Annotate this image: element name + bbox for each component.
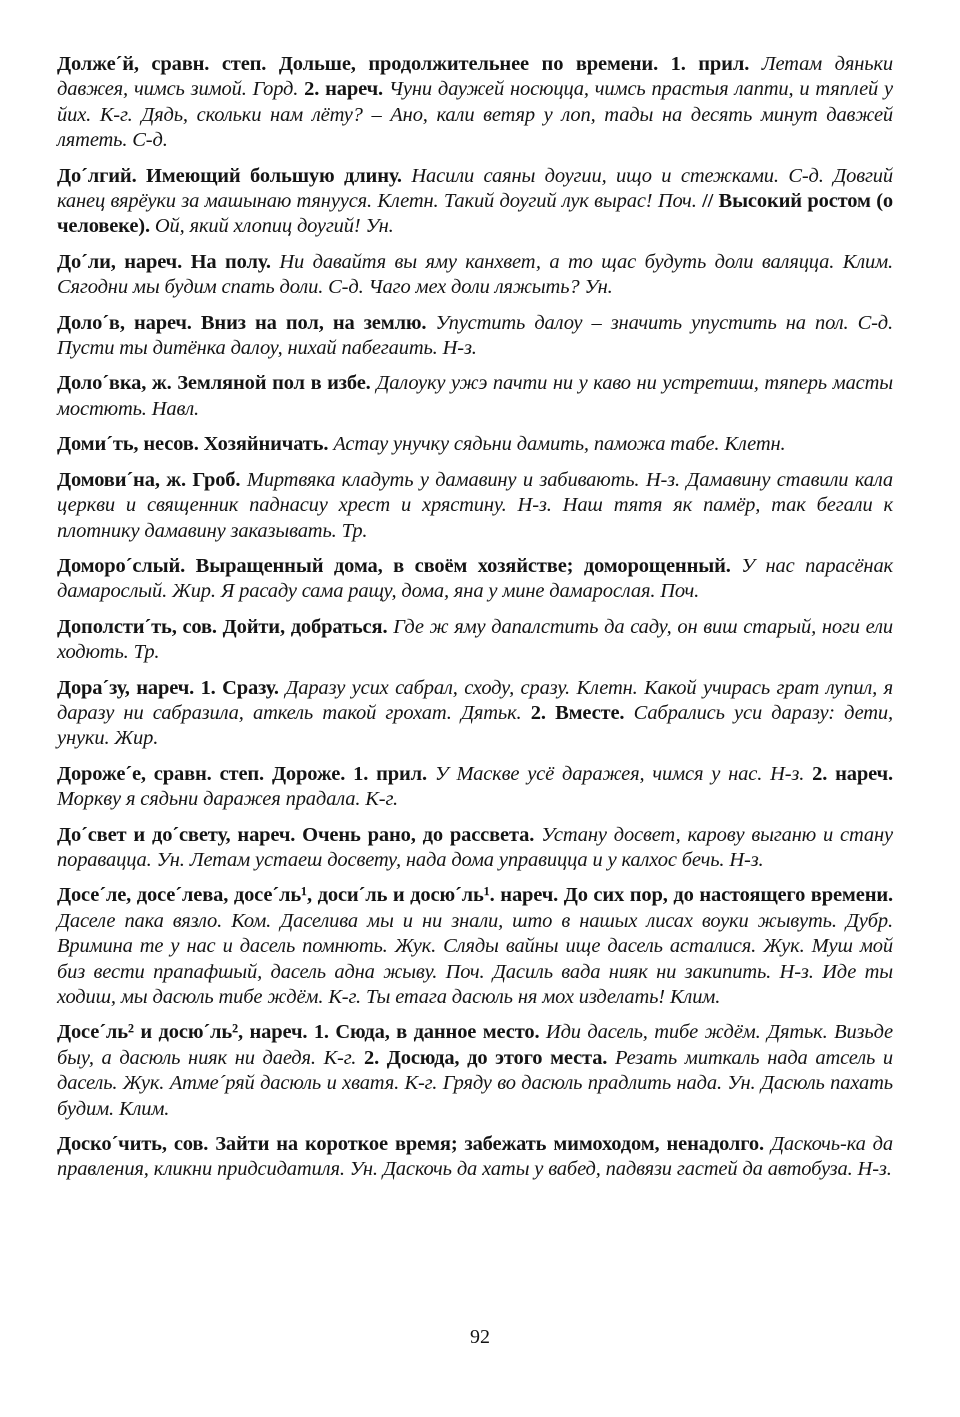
entry-example-text: Чуни даужей носюцца, чимсь прастыя лапти, и тяплей у йих. К-г. Дядь, скольки нам лёту? – Ано, кали ветяр у лоп, тады на десять минут давжей лятеть. С-д.: [57, 78, 893, 152]
entry-example-text: Упустить далоу – значить упустить на пол. С-д. Пусти ты дитёнка далоу, нихай пабегаить. Н-з.: [57, 311, 893, 360]
dictionary-entry: [57, 432, 893, 457]
entry-headword-definition-text: // Высокий ростом (о человеке).: [57, 190, 893, 238]
entry-example-text: Насили саяны доугии, ищо и стежками. С-д. Довгий канец вярёуки за машынаю тянууся. Клетн. Такий доугий лук вырас! Поч.: [57, 164, 893, 213]
entry-headword-definition-text: Доло´в, нареч. Вниз на пол, на землю.: [57, 311, 436, 334]
entry-example-text: Далоуку ужэ пачти ни у каво ни устретиш, тяперь масты мостють. Навл.: [57, 372, 893, 420]
entry-headword-definition-text: 2. Вместе.: [530, 701, 634, 724]
page-number: 92: [470, 1326, 490, 1348]
entry-headword-definition-text: До´лгий. Имеющий большую длину.: [57, 164, 412, 187]
dictionary-entry: [57, 311, 893, 362]
entry-headword-definition-text: Досе´ле, досе´лева, досе´ль¹, доси´ль и досю´ль¹. нареч. До сих пор, до настоящего времени.: [57, 884, 893, 907]
entry-example-text: Даселе пака вязло. Ком. Даселива мы и ни знали, што в нашых лисах воуки жывуть. Дубр. Вримина те у нас и дасель помнють. Жук. Сляды вайны ище дасель асталися. Жук. Муш мой биз вести прапафшый, дасель адна жыву. Поч. Дасиль вада нияк ни закипить. Н-з. Иде ты ходиш, мы дасюль тибе ждём. К-г. Ты етага дасюль ня мох изделать! Клим.: [57, 909, 893, 1008]
entry-headword-definition-text: До´ли, нареч. На полу.: [57, 250, 280, 273]
entry-headword-definition-text: Дополсти´ть, сов. Дойти, добраться.: [57, 615, 394, 638]
entry-headword-definition-text: Дороже´е, сравн. степ. Дороже. 1. прил.: [57, 762, 435, 785]
entry-headword-definition-text: Доло´вка, ж. Земляной пол в избе.: [57, 372, 377, 395]
entry-headword-definition-text: До´свет и до´свету, нареч. Очень рано, до рассвета.: [57, 823, 542, 846]
dictionary-entry: [57, 371, 893, 422]
entry-headword-definition-text: Доми´ть, несов. Хозяйничать.: [57, 433, 334, 456]
entry-headword-definition-text: 2. Досюда, до этого места.: [363, 1046, 615, 1069]
entry-headword-definition-text: Долже´й, сравн. степ. Дольше, продолжительнее по времени. 1. прил.: [57, 53, 762, 75]
entry-example-text: Сабрались уси даразу: дети, унуки. Жир.: [57, 701, 893, 750]
dictionary-entry: [57, 164, 893, 240]
dictionary-entry: [57, 250, 893, 301]
entry-example-text: У Маскве усё даражея, чимся у нас. Н-з.: [434, 762, 813, 785]
entry-headword-definition-text: Досе´ль² и досю´ль², нареч. 1. Сюда, в данное место.: [57, 1021, 546, 1044]
dictionary-entry: [57, 676, 893, 752]
dictionary-entry: [57, 1020, 893, 1122]
entry-example-text: Даразу усих сабрал, сходу, сразу. Клетн. Какой учирась грат лупил, я даразу ни сабразила, аткель такой грохат. Дятьк.: [57, 676, 893, 724]
entry-example-text: Миртвяка кладуть у дамавину и забивають. Н-з. Дамавину ставили кала церкви и священник паднасиу хрест и хрястину. Н-з. Наш тятя як памёр, так бегали к плотнику дамавину заказывать. Тр.: [57, 468, 893, 542]
dictionary-entry: [57, 52, 893, 154]
entry-example-text: Летам дяньки давжея, чимсь зимой. Горд.: [57, 53, 894, 101]
entry-example-text: У нас парасёнак дамарослый. Жир. Я расаду сама ращу, дома, яна у мине дамарослая. Поч.: [57, 554, 893, 603]
entry-headword-definition-text: 2. нареч.: [304, 78, 389, 101]
entry-headword-definition-text: Доморо´слый. Выращенный дома, в своём хозяйстве; доморощенный.: [57, 554, 742, 577]
dictionary-entry: [57, 883, 893, 1010]
entry-example-text: Астау унучку сядьни дамить, паможа табе. Клетн.: [333, 433, 786, 456]
entry-headword-definition-text: Домови´на, ж. Гроб.: [57, 468, 247, 491]
entry-headword-definition-text: Дора´зу, нареч. 1. Сразу.: [57, 676, 286, 699]
dictionary-entry: [57, 554, 893, 605]
entry-example-text: Где ж яму дапалстить да саду, он виш старый, ноги ели ходють. Тр.: [57, 615, 893, 664]
entry-headword-definition-text: 2. нареч.: [812, 762, 893, 785]
entry-headword-definition-text: Доско´чить, сов. Зайти на короткое время; забежать мимоходом, ненадолго.: [57, 1133, 771, 1156]
entry-example-text: Резать миткаль нада атсель и дасель. Жук. Атме´ряй дасюль и хватя. К-г. Гряду во дасюль прадлить нада. Ун. Дасюль пахать будим. Клим.: [57, 1046, 893, 1120]
entry-example-text: Ой, який хлопиц доугий! Ун.: [154, 215, 394, 238]
entry-example-text: Иди дасель, тибе ждём. Дятьк. Визьде быу, а дасюль нияк ни даедя. К-г.: [57, 1021, 893, 1069]
dictionary-entry: [57, 762, 893, 813]
dictionary-entry: [57, 615, 893, 666]
entry-example-text: Моркву я сядьни даражея прадала. К-г.: [57, 788, 398, 811]
entry-example-text: Устану досвет, карову выганю и стану поравацца. Ун. Летам устаеш досвету, нада дома управицца и у калхос бечь. Н-з.: [57, 823, 893, 871]
text-block: [57, 52, 893, 1183]
dictionary-entry: [57, 468, 893, 544]
dictionary-entry: [57, 1132, 893, 1183]
entry-example-text: Ни давайтя вы яму канхвет, а то щас будуть доли валяцца. Клим. Сягодни мы будим спать доли. С-д. Чаго мех доли ляжыть? Ун.: [57, 250, 893, 299]
entry-example-text: Даскочь-ка да правления, кликни придсидатиля. Ун. Даскочь да хаты у вабед, падвязи гастей да автобуза. Н-з.: [57, 1133, 893, 1181]
dictionary-entry: [57, 823, 893, 874]
